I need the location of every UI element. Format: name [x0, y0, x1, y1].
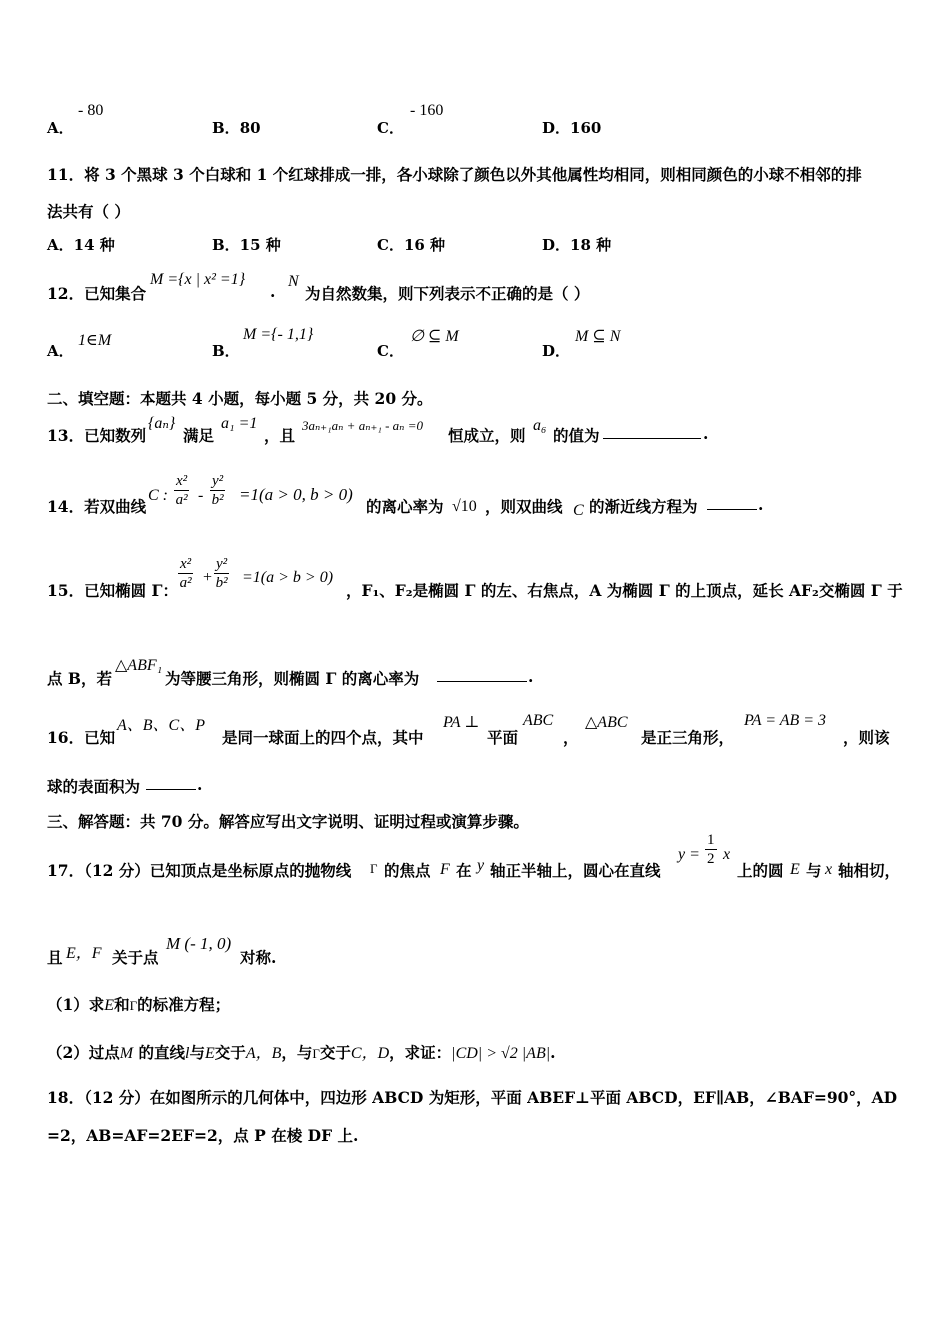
q16-comma: ，: [563, 728, 579, 747]
q14-text-2: ，则双曲线: [485, 497, 563, 516]
q10-option-a-value: - 80: [78, 102, 104, 119]
q12-suffix: 为自然数集，则下列表示不正确的是（ ）: [305, 284, 590, 303]
q16-text-2: 平面: [487, 728, 519, 747]
q12-option-b-label: B．: [212, 342, 240, 360]
q17-part1: （1）求E和Γ的标准方程；: [47, 995, 231, 1014]
q17-x: x: [825, 861, 833, 878]
q14-prefix: 14．若双曲线: [47, 497, 147, 516]
q16-answer-blank: [146, 775, 196, 790]
q16-prefix: 16．已知: [47, 728, 116, 747]
q11-option-b: B．15 种: [212, 236, 281, 254]
q14-text-1: 的离心率为: [366, 497, 444, 516]
q11-option-a: A．14 种: [47, 236, 115, 254]
q15-triangle: △ABF₁: [115, 657, 163, 674]
q16-text-4: ，则该: [843, 728, 890, 747]
q12-option-d-label: D．: [542, 342, 571, 360]
q16-abc: ABC: [523, 712, 554, 729]
q14-end: .: [758, 495, 764, 514]
q18-line1: 18．（12 分）在如图所示的几何体中，四边形 ABCD 为矩形，平面 ABEF⊥平面 ABCD，EF∥AB，∠BAF=90°，AD: [47, 1088, 898, 1107]
q12-sep: .: [270, 282, 276, 301]
q17-f: F: [440, 861, 450, 878]
q17-point: M (- 1, 0): [166, 934, 232, 953]
q17-text-2: 在: [456, 861, 472, 880]
q13-a6: a₆: [533, 417, 547, 434]
q16-triangle: △ABC: [585, 714, 628, 731]
q13-text-1: 满足: [183, 426, 215, 445]
q14-frac-x: $\frac{\text{x²}}{\text{a²}}$: [175, 473, 188, 508]
q15-end: .: [528, 667, 534, 686]
q16-eq: PA = AB = 3: [744, 712, 827, 729]
q17-text-1: 的焦点: [384, 861, 431, 880]
q13-end: .: [703, 424, 709, 443]
q13-cond1: a₁ =1: [221, 415, 258, 432]
q17-text-4: 上的圆: [737, 861, 784, 880]
q15-answer-blank: [437, 667, 527, 682]
q15-text-2: 为等腰三角形，则椭圆 Γ 的离心率为: [165, 669, 420, 688]
q14-text-3: 的渐近线方程为: [589, 497, 698, 516]
q17-e: E: [790, 861, 800, 878]
q13-seq: {aₙ}: [148, 415, 176, 432]
q17-line2-prefix: 且: [47, 948, 63, 967]
q16-end: .: [197, 775, 203, 794]
q12-option-c-label: C．: [377, 342, 404, 360]
q11-option-d: D．18 种: [542, 236, 612, 254]
q14-c: C: [573, 502, 584, 519]
q14-eq-minus: -: [198, 487, 204, 504]
q14-eq-rest: =1(a > 0, b > 0): [239, 485, 353, 504]
section3-heading: 三、解答题：共 70 分。解答应写出文字说明、证明过程或演算步骤。: [47, 812, 529, 831]
q17-line-y: y =: [678, 846, 700, 863]
q13-answer-blank: [603, 424, 701, 439]
q15-eq-plus: +: [203, 569, 213, 586]
q16-text-3: 是正三角形，: [641, 728, 735, 747]
q15-line2-prefix: 点 B，若: [47, 669, 112, 688]
q13-text-3: 恒成立，则: [448, 426, 526, 445]
q15-eq-rest: =1(a > b > 0): [242, 569, 334, 586]
q15-prefix: 15．已知椭圆 Γ：: [47, 581, 178, 600]
q12-option-a-label: A．: [47, 342, 74, 360]
q12-option-a-value: 1∈M: [78, 332, 112, 349]
q12-n: N: [288, 273, 299, 290]
q11-option-c: C．16 种: [377, 236, 446, 254]
q17-line-frac: $\frac{1}{2}$: [707, 832, 715, 867]
q17-text-6: 轴相切，: [838, 861, 901, 880]
q17-prefix: 17．（12 分）已知顶点是坐标原点的抛物线: [47, 861, 352, 880]
q17-part2: （2）过点M 的直线l与E交于A，B，与Γ交于C，D，求证：|CD| > √2 |AB|.: [47, 1043, 556, 1062]
q17-gamma: Γ: [370, 861, 378, 876]
q11-text-line1: 11．将 3 个黑球 3 个白球和 1 个红球排成一排，各小球除了颜色以外其他属性均相同，则相同颜色的小球不相邻的排: [47, 165, 862, 184]
q16-pa: PA ⊥: [443, 714, 480, 731]
q12-option-d-value: M ⊆ N: [575, 328, 621, 345]
q13-cond2: 3aₙ₊₁aₙ + aₙ₊₁ - aₙ =0: [302, 418, 423, 433]
q17-line-x: x: [723, 846, 731, 863]
q14-answer-blank: [707, 495, 757, 510]
q13-text-2: ，且: [264, 426, 296, 445]
q18-line2: =2，AB=AF=2EF=2，点 P 在棱 DF 上.: [47, 1126, 359, 1145]
q12-set-m: M ={x | x² =1}: [150, 271, 246, 288]
q12-prefix: 12．已知集合: [47, 284, 147, 303]
q12-option-c-value: ∅ ⊆ M: [410, 328, 459, 345]
q17-text-3: 轴正半轴上，圆心在直线: [490, 861, 661, 880]
q14-frac-y: $\frac{\text{y²}}{\text{b²}}$: [211, 473, 224, 508]
q10-option-b: B．80: [212, 119, 261, 137]
q11-text-line2: 法共有（ ）: [47, 202, 130, 221]
q10-option-c-value: - 160: [410, 102, 444, 119]
q15-frac-y: $\frac{\text{y²}}{\text{b²}}$: [215, 556, 228, 591]
q17-text-7: 关于点: [112, 948, 159, 967]
q10-option-c-label: C．: [377, 119, 404, 137]
q14-eq-c: C :: [148, 487, 168, 504]
q17-ef: E，F: [66, 945, 102, 962]
q17-text-8: 对称.: [240, 948, 277, 967]
q13-prefix: 13．已知数列: [47, 426, 147, 445]
q14-sqrt: √10: [452, 498, 477, 515]
q16-points: A、B、C、P: [117, 717, 205, 734]
q15-text-1: ，F₁、F₂是椭圆 Γ 的左、右焦点，A 为椭圆 Γ 的上顶点，延长 AF₂交椭圆 Γ 于: [346, 581, 903, 600]
q15-frac-x: $\frac{\text{x²}}{\text{a²}}$: [179, 556, 192, 591]
q10-option-d: D．160: [542, 119, 602, 137]
q16-text-1: 是同一球面上的四个点，其中: [222, 728, 424, 747]
q17-y: y: [477, 857, 485, 874]
q17-text-5: 与: [806, 861, 822, 880]
q12-option-b-value: M ={- 1,1}: [243, 326, 314, 343]
q13-text-4: 的值为: [553, 426, 600, 445]
q10-option-a-label: A．: [47, 119, 74, 137]
q16-line2: 球的表面积为: [47, 777, 141, 796]
section2-heading: 二、填空题：本题共 4 小题，每小题 5 分，共 20 分。: [47, 389, 433, 408]
